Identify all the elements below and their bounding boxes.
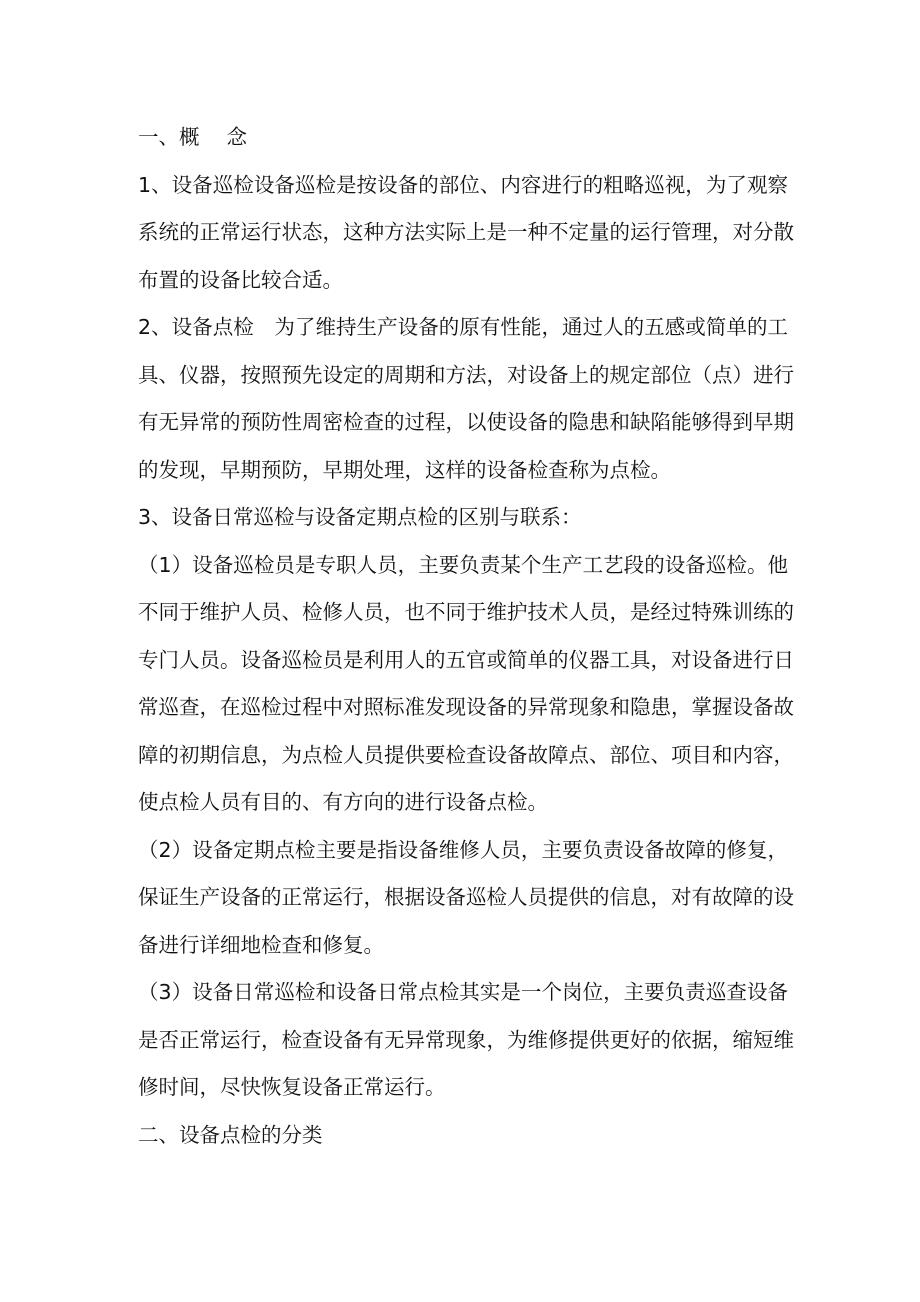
paragraph-line: 专门人员。设备巡检员是利用人的五官或简单的仪器工具，对设备进行日 bbox=[138, 647, 794, 672]
paragraph-equipment-inspection bbox=[138, 304, 794, 494]
paragraph-line: 2、设备点检 为了维持生产设备的原有性能，通过人的五感或简单的工 bbox=[138, 315, 788, 339]
paragraph-line: 是否正常运行，检查设备有无异常现象，为维修提供更好的依据，缩短维 bbox=[138, 1027, 794, 1052]
paragraph-line: （3）设备日常巡检和设备日常点检其实是一个岗位，主要负责巡查设备 bbox=[138, 980, 788, 1004]
paragraph-line: 备进行详细地检查和修复。 bbox=[138, 932, 384, 957]
paragraph-equipment-patrol bbox=[138, 162, 794, 305]
heading-concept: 一、概 念 bbox=[138, 125, 248, 149]
paragraph-line: 有无异常的预防性周密检查的过程，以使设备的隐患和缺陷能够得到早期 bbox=[138, 410, 794, 434]
paragraph-line: 具、仪器，按照预先设定的周期和方法，对设备上的规定部位（点）进行 bbox=[138, 362, 794, 387]
document-body bbox=[138, 114, 794, 1159]
paragraph-line: 使点检人员有目的、有方向的进行设备点检。 bbox=[138, 790, 548, 814]
paragraph-line: （2）设备定期点检主要是指设备维修人员，主要负责设备故障的修复， bbox=[138, 837, 788, 862]
paragraph-line: 常巡查，在巡检过程中对照标准发现设备的异常现象和隐患，掌握设备故 bbox=[138, 695, 794, 719]
paragraph-line: 修时间，尽快恢复设备正常运行。 bbox=[138, 1075, 446, 1099]
paragraph-line: 布置的设备比较合适。 bbox=[138, 267, 343, 292]
paragraph-item-3 bbox=[138, 969, 794, 1112]
paragraph-line: 障的初期信息，为点检人员提供要检查设备故障点、部位、项目和内容， bbox=[138, 742, 794, 767]
paragraph-line: 1、设备巡检设备巡检是按设备的部位、内容进行的粗略巡视，为了观察 bbox=[138, 172, 788, 197]
paragraph-line: 不同于维护人员、检修人员，也不同于维护技术人员，是经过特殊训练的 bbox=[138, 600, 794, 624]
section-title-difference: 3、设备日常巡检与设备定期点检的区别与联系： bbox=[138, 505, 582, 529]
heading-classification: 二、设备点检的分类 bbox=[138, 1122, 323, 1147]
paragraph-item-2 bbox=[138, 827, 794, 970]
paragraph-line: 保证生产设备的正常运行，根据设备巡检人员提供的信息，对有故障的设 bbox=[138, 885, 794, 909]
paragraph-line: （1）设备巡检员是专职人员，主要负责某个生产工艺段的设备巡检。他 bbox=[138, 552, 788, 577]
paragraph-line: 的发现，早期预防，早期处理，这样的设备检查称为点检。 bbox=[138, 457, 671, 482]
paragraph-item-1 bbox=[138, 542, 794, 827]
paragraph-line: 系统的正常运行状态，这种方法实际上是一种不定量的运行管理，对分散 bbox=[138, 220, 794, 244]
